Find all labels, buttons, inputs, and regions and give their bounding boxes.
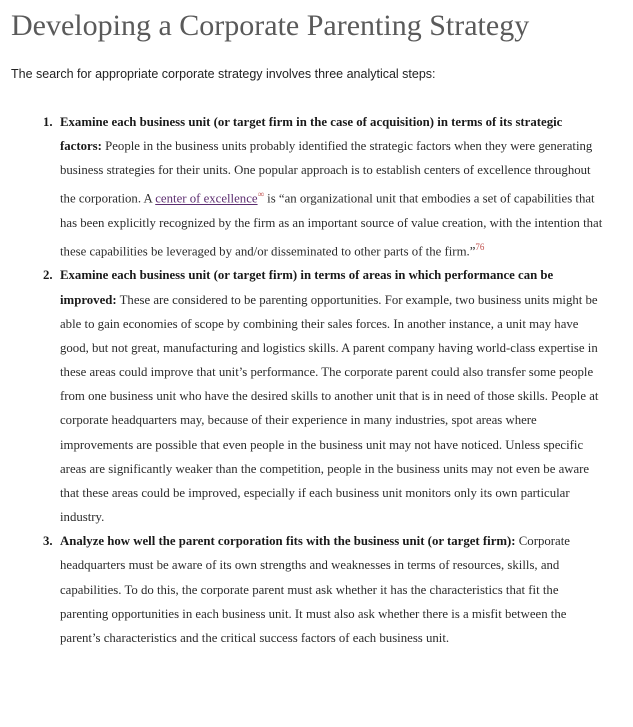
step-number: 3. (43, 534, 53, 549)
glossary-link-center-of-excellence[interactable]: center of excellence (155, 191, 258, 206)
intro-paragraph: The search for appropriate corporate strategy involves three analytical steps: (11, 67, 436, 81)
step-lead: Analyze how well the parent corporation fits with the business unit (or target firm): (60, 534, 516, 549)
footnote-reference[interactable]: 76 (475, 242, 485, 253)
step-text: is “an organizational unit that embodies a set of capabilities that has been explicitly recognized by the firm as an important source of value creation, with the intention that these capabilities be leveraged by and/or disseminated to other parts of the firm.” (60, 191, 603, 259)
list-item-step-3 (43, 529, 605, 650)
page-title: Developing a Corporate Parenting Strategy (11, 9, 530, 42)
step-lead: Examine each business unit (or target firm in the case of acquisition) in terms of its strategic factors: (60, 115, 563, 154)
step-text: Corporate headquarters must be aware of its own strengths and weaknesses in terms of resources, skills, and capabilities. To do this, the corporate parent must ask whether it has the characteristics that fit the parenting opportunities in each business unit. It must also ask whether there is a misfit between the parent’s characteristics and the critical success factors of each business unit. (60, 534, 570, 645)
list-item-step-1 (43, 110, 605, 263)
step-text: People in the business units probably identified the strategic factors when they were generating business strategies for their units. One popular approach is to establish centers of excellence throughout the corporation. A (60, 139, 593, 206)
step-number: 1. (43, 115, 53, 129)
step-number: 2. (43, 268, 53, 283)
step-text: These are considered to be parenting opportunities. For example, two business units might be able to gain economies of scope by combining their sales forces. In another instance, a unit may have good, but not great, manufacturing and logistics skills. A parent company having world-class expertise in these areas could improve that unit’s performance. The corporate parent could also transfer some people from one business unit who have the desired skills to another unit that is in need of those skills. People at corporate headquarters may, because of their experience in many industries, spot areas where improvements are possible that even people in the business unit may not have noticed. Unless specific areas are significantly weaker than the competition, people in the business units may not even be aware that these areas could be improved, especially if each business unit monitors only its own particular industry. (60, 292, 599, 525)
list-item-step-2 (43, 263, 605, 529)
steps-list (43, 110, 605, 650)
link-icon[interactable]: ∞ (257, 189, 264, 200)
step-lead: Examine each business unit (or target firm) in terms of areas in which performance can be improved: (60, 268, 554, 307)
